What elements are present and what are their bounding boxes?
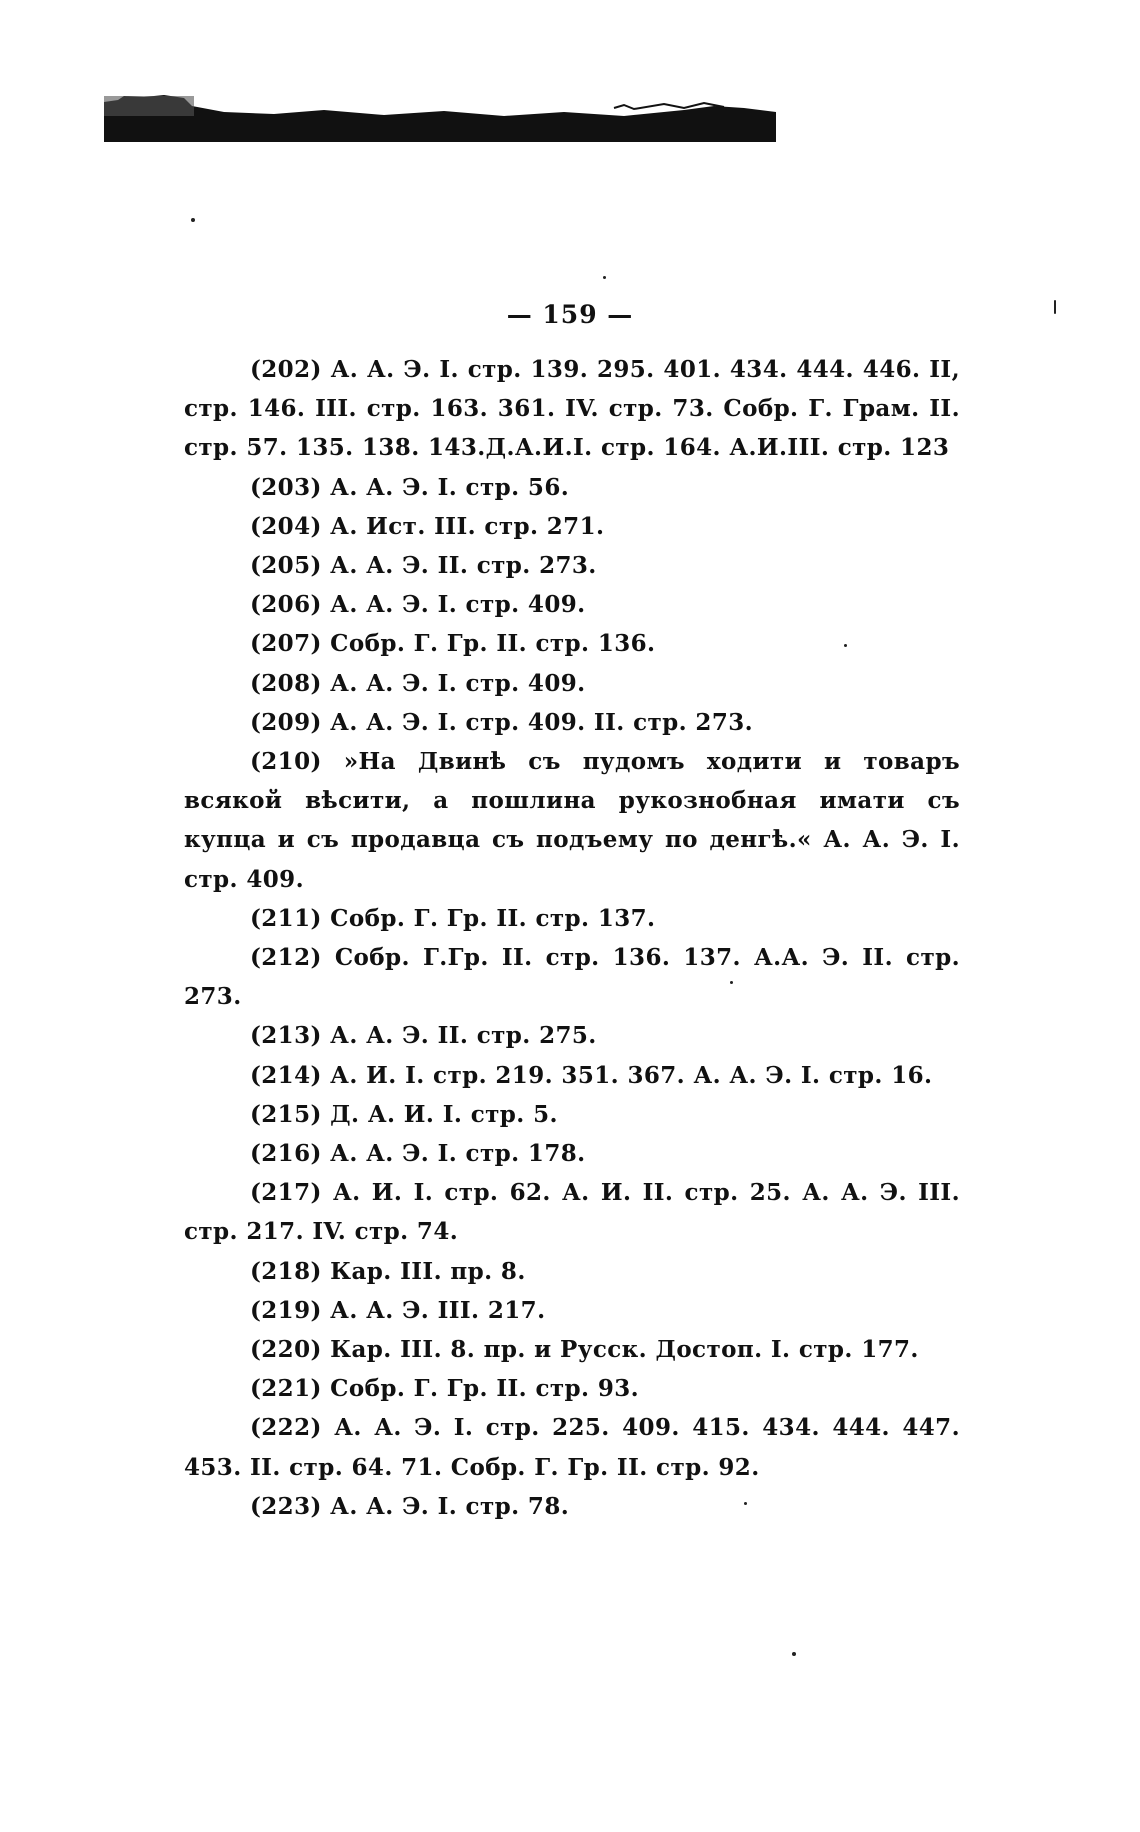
footnote-202: (202) А. А. Э. I. стр. 139. 295. 401. 434. 444. 446. II, стр. 146. III. стр. 163. 361. IV. стр. 73. Собр. Г. Грам. II. стр. 57. 135. 138. 143.Д.А.И.I. стр. 164. А.И.III. стр. 123 [184, 356, 960, 462]
speck [792, 1652, 796, 1656]
footnote-213: (213) А. А. Э. II. стр. 275. [250, 1022, 597, 1050]
footnotes [184, 350, 960, 1526]
scan-edge-artifact [104, 92, 776, 142]
footnote-205: (205) А. А. Э. II. стр. 273. [250, 552, 597, 580]
footnote-218: (218) Кар. III. пр. 8. [250, 1257, 526, 1285]
footnote-216: (216) А. А. Э. I. стр. 178. [250, 1140, 586, 1168]
footnote-207: (207) Собр. Г. Гр. II. стр. 136. [250, 630, 656, 658]
footnote-219: (219) А. А. Э. III. 217. [250, 1296, 546, 1324]
footnote-211: (211) Собр. Г. Гр. II. стр. 137. [250, 904, 656, 932]
footnote-206: (206) А. А. Э. I. стр. 409. [250, 591, 586, 619]
footnote-210: (210) »На Двинѣ съ пудомъ ходити и товаръ всякой вѣсити, а пошлина рукознобная имати съ купца и съ продавца съ подъему по денгѣ.« А. А. Э. I. стр. 409. [184, 748, 960, 893]
footnote-204: (204) А. Ист. III. стр. 271. [250, 512, 605, 540]
footnote-212: (212) Собр. Г.Гр. II. стр. 136. 137. А.А. Э. II. стр. 273. [184, 944, 960, 1011]
footnote-209: (209) А. А. Э. I. стр. 409. II. стр. 273. [250, 708, 754, 736]
speck [191, 218, 195, 222]
footnote-222: (222) А. А. Э. I. стр. 225. 409. 415. 434. 444. 447. 453. II. стр. 64. 71. Собр. Г. Гр. II. стр. 92. [184, 1414, 960, 1481]
footnote-215: (215) Д. А. И. I. стр. 5. [250, 1100, 558, 1128]
footnote-220: (220) Кар. III. 8. пр. и Русск. Достоп. I. стр. 177. [250, 1336, 919, 1364]
footnote-208: (208) А. А. Э. I. стр. 409. [250, 669, 586, 697]
footnote-217: (217) А. И. I. стр. 62. А. И. II. стр. 25. А. А. Э. III. стр. 217. IV. стр. 74. [184, 1179, 960, 1246]
footnote-221: (221) Собр. Г. Гр. II. стр. 93. [250, 1375, 640, 1403]
footnote-214: (214) А. И. I. стр. 219. 351. 367. А. А. Э. I. стр. 16. [250, 1061, 933, 1089]
footnote-223: (223) А. А. Э. I. стр. 78. [250, 1492, 570, 1520]
speck [603, 276, 606, 279]
page-number: — 159 — [506, 300, 634, 329]
footnote-203: (203) А. А. Э. I. стр. 56. [250, 473, 570, 501]
